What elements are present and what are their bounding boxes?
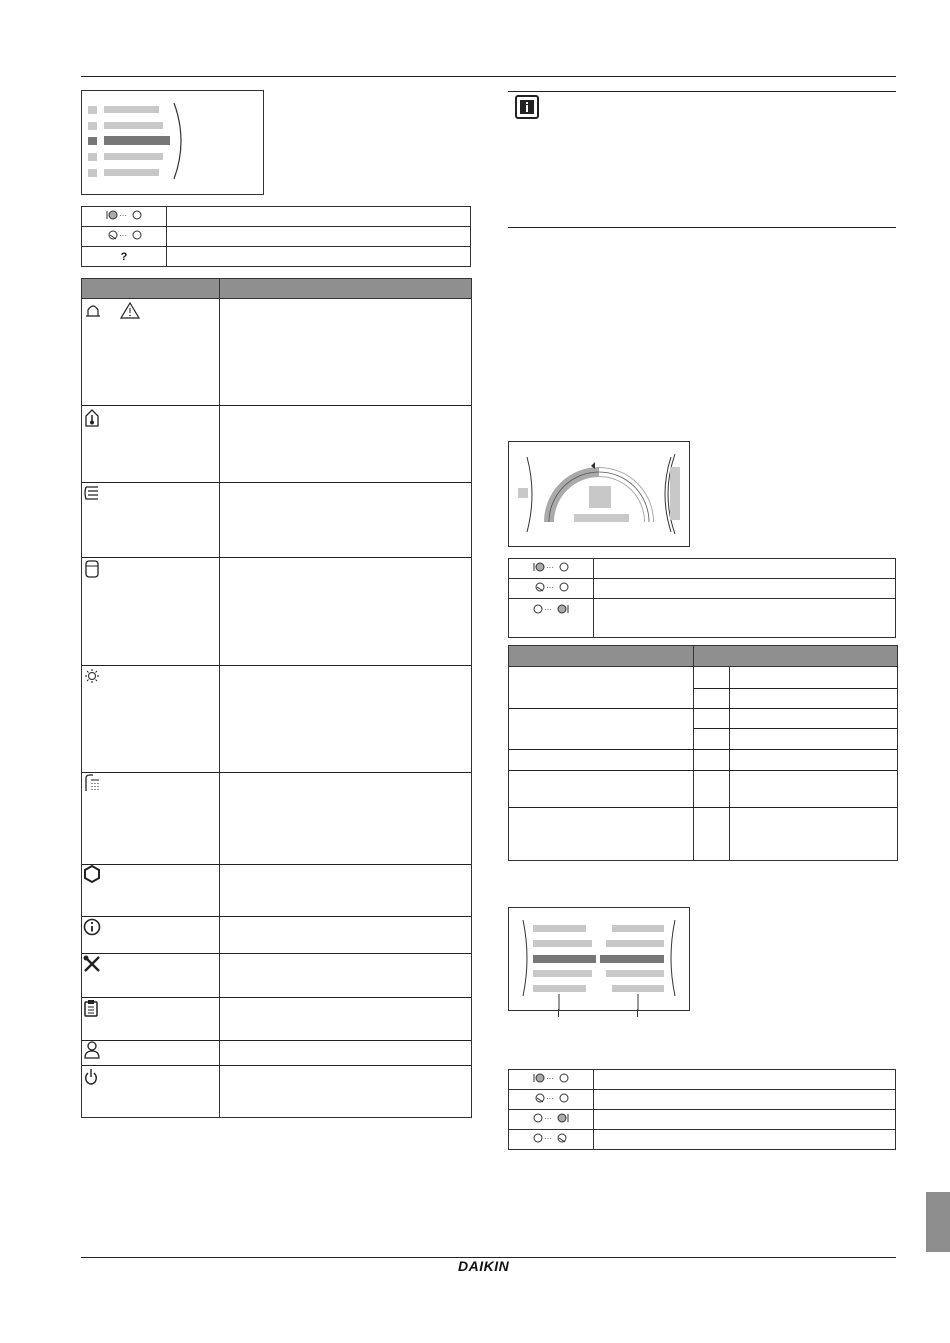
info-icon: [83, 918, 101, 936]
help-icon: ?: [82, 247, 167, 267]
svg-text:···: ···: [546, 1073, 554, 1083]
right-dial-turn-icon: [531, 1112, 571, 1124]
home-thermometer-icon: [84, 409, 100, 427]
daikin-logo: DAIKIN: [458, 1258, 510, 1274]
svg-text:···: ···: [544, 1133, 552, 1143]
dial-press-icon: [531, 581, 571, 593]
right-dial-turn-icon: [531, 603, 571, 615]
settings-table: [508, 645, 898, 861]
menu-screen-illustration: [81, 90, 264, 195]
dial-turn-icon: [531, 1072, 571, 1084]
svg-text:···: ···: [119, 230, 127, 240]
svg-text:···: ···: [544, 1113, 552, 1123]
power-icon: [83, 1068, 99, 1086]
user-icon: [84, 1041, 100, 1059]
dial-press-icon: [531, 1092, 571, 1104]
dial-turn-icon: [531, 561, 571, 573]
controls-table-3: [508, 1069, 896, 1150]
side-chapter-tab: [926, 1192, 950, 1252]
controls-table-1: [81, 206, 471, 267]
dial-press-icon: [104, 229, 144, 241]
callout-line-a: [558, 1009, 559, 1017]
icon-table: [81, 278, 472, 1118]
info-note-icon: [515, 95, 539, 119]
header-rule: [81, 76, 896, 77]
callout-line-b: [637, 1009, 638, 1017]
tank-icon: [84, 560, 100, 578]
svg-text:···: ···: [544, 605, 552, 614]
scroll-arc-icon: [170, 101, 190, 181]
clipboard-icon: [84, 999, 98, 1017]
radiator-icon: [84, 485, 100, 501]
wrench-screwdriver-icon: [83, 955, 101, 973]
warning-icon: [120, 302, 140, 320]
controls-table-2: [508, 558, 896, 638]
list-screen-illustration: [508, 907, 690, 1011]
svg-text:···: ···: [546, 1093, 554, 1103]
svg-text:···: ···: [119, 210, 127, 220]
dial-turn-icon: [104, 209, 144, 221]
home-screen-illustration: [508, 441, 690, 547]
note-top-rule: [508, 91, 896, 92]
bell-icon: [84, 302, 102, 320]
right-dial-press-icon: [531, 1132, 571, 1144]
shower-icon: [84, 774, 100, 792]
hexagon-icon: [83, 865, 101, 883]
svg-text:···: ···: [546, 562, 554, 572]
sun-cooling-icon: [84, 668, 100, 684]
note-bottom-rule: [508, 227, 896, 228]
svg-text:···: ···: [546, 582, 554, 592]
